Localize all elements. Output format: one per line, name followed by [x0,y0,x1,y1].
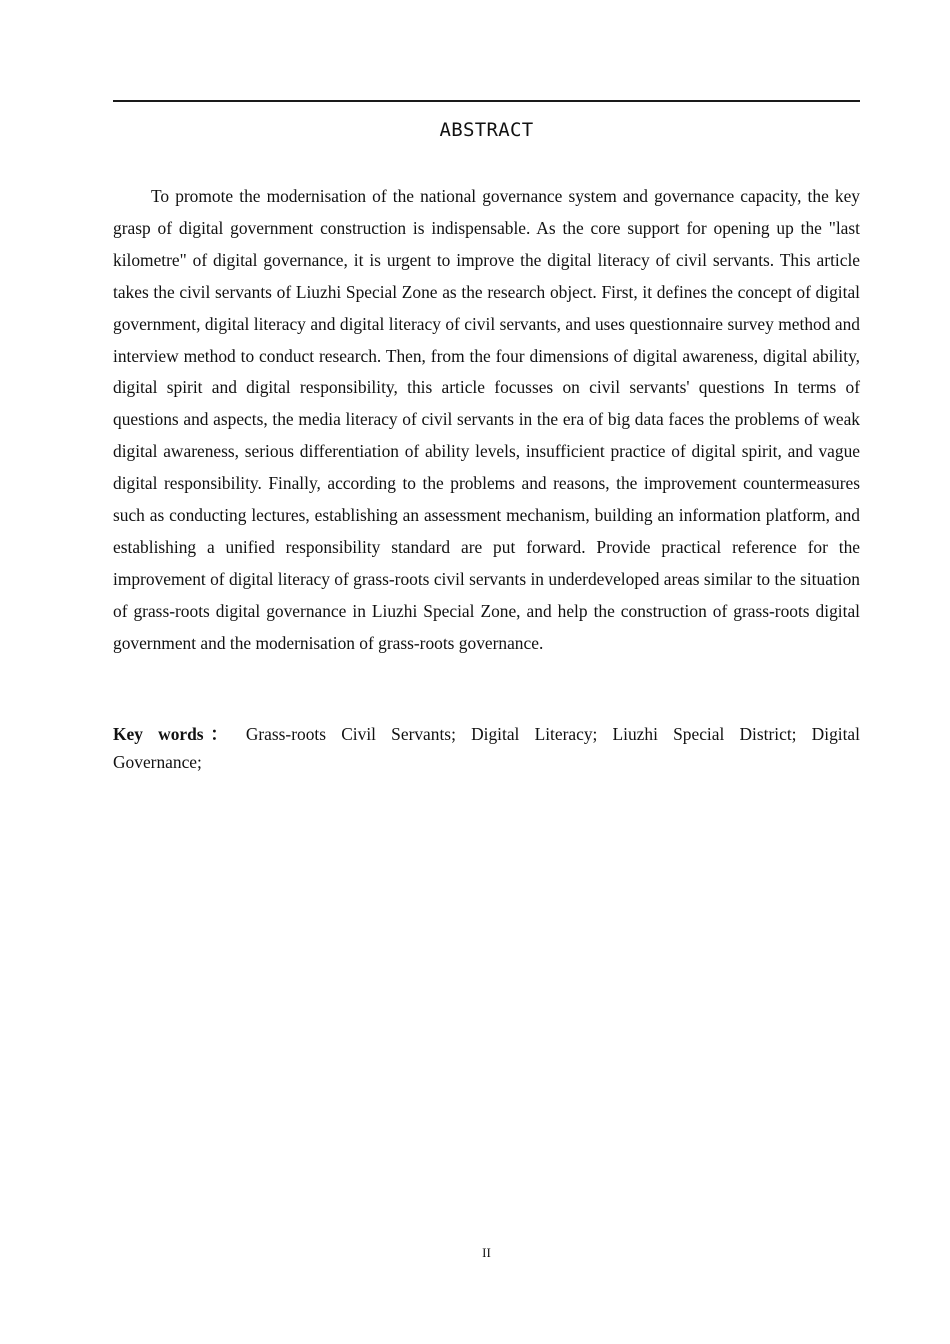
keywords-label: Key words： [113,724,235,744]
keywords-text: Grass-roots Civil Servants; Digital Literacy; Liuzhi Special District; Digital Governance; [113,724,860,772]
keywords-paragraph [113,720,860,776]
page-number: II [482,1245,491,1260]
abstract-title: ABSTRACT [439,119,534,141]
header-rule [113,100,860,102]
abstract-body: To promote the modernisation of the national governance system and governance capacity, the key grasp of digital government construction is indispensable. As the core support for opening up the "last kilometre" of digital governance, it is urgent to improve the digital literacy of civil servants. This article takes the civil servants of Liuzhi Special Zone as the research object. First, it defines the concept of digital government, digital literacy and digital literacy of civil servants, and uses questionnaire survey method and interview method to conduct research. Then, from the four dimensions of digital awareness, digital ability, digital spirit and digital responsibility, this article focusses on civil servants' questions In terms of questions and aspects, the media literacy of civil servants in the era of big data faces the problems of weak digital awareness, serious differentiation of ability levels, insufficient practice of digital spirit, and vague digital responsibility. Finally, according to the problems and reasons, the improvement countermeasures such as conducting lectures, establishing an assessment mechanism, building an information platform, and establishing a unified responsibility standard are put forward. Provide practical reference for the improvement of digital literacy of grass-roots civil servants in underdeveloped areas similar to the situation of grass-roots digital governance in Liuzhi Special Zone, and help the construction of grass-roots digital government and the modernisation of grass-roots governance. [113,186,860,653]
